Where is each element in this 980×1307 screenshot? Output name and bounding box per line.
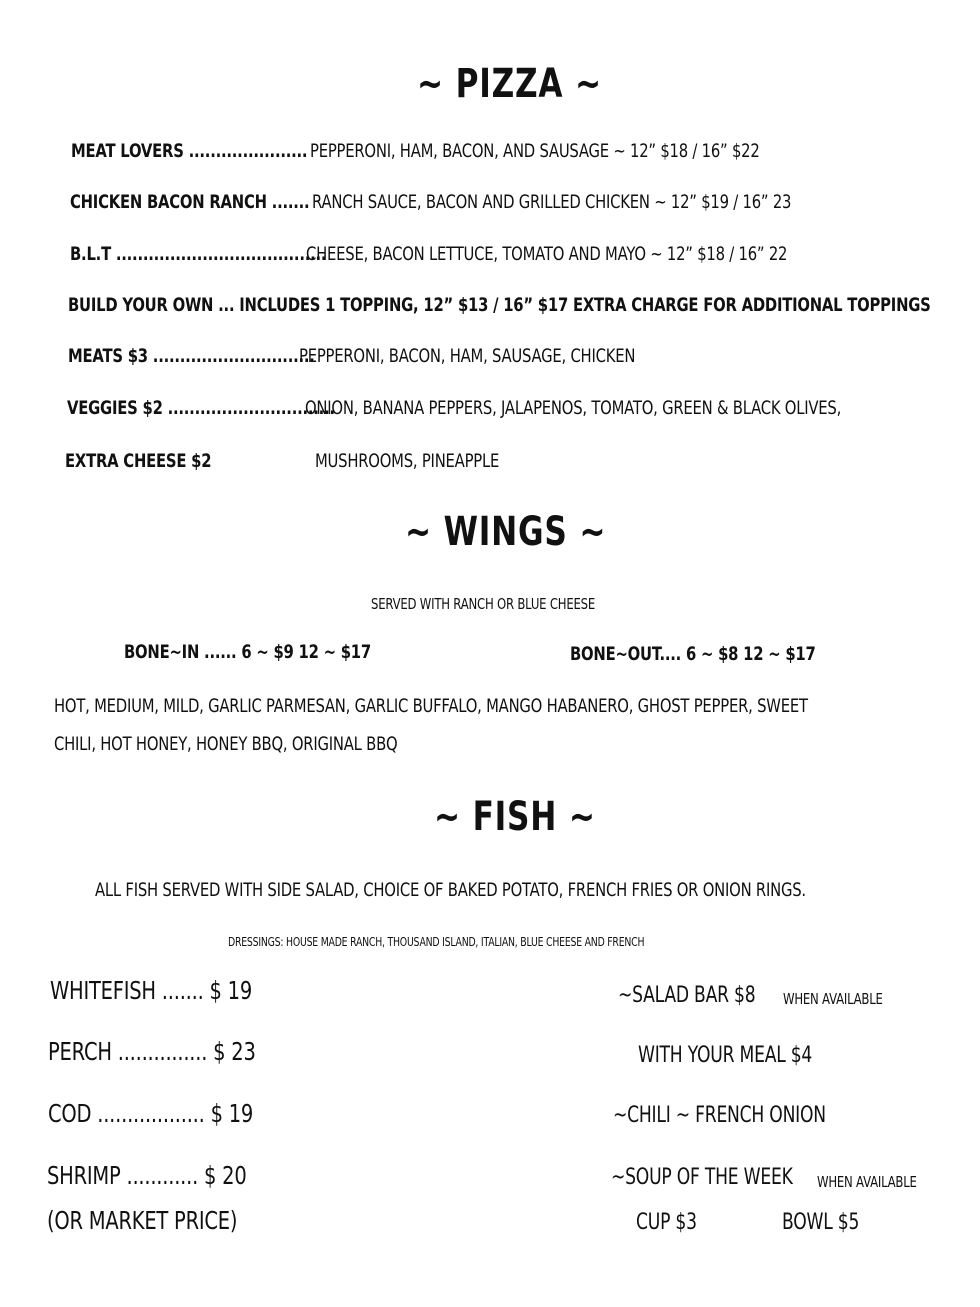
meats-desc: PEPPERONI, BACON, HAM, SAUSAGE, CHICKEN bbox=[299, 345, 636, 367]
pizza-item-desc: RANCH SAUCE, BACON AND GRILLED CHICKEN ~ 12” $19 / 16” 23 bbox=[312, 191, 792, 213]
wing-flavors-line-1: HOT, MEDIUM, MILD, GARLIC PARMESAN, GARLIC BUFFALO, MANGO HABANERO, GHOST PEPPER, SWEET bbox=[54, 695, 808, 717]
pizza-heading: ~ PIZZA ~ bbox=[417, 61, 602, 107]
salad-bar-note: WHEN AVAILABLE bbox=[783, 990, 883, 1008]
pizza-item-desc: PEPPERONI, HAM, BACON, AND SAUSAGE ~ 12” $18 / 16” $22 bbox=[310, 140, 760, 162]
chili-french-onion: ~CHILI ~ FRENCH ONION bbox=[613, 1103, 826, 1128]
dressings-note: DRESSINGS: HOUSE MADE RANCH, THOUSAND ISLAND, ITALIAN, BLUE CHEESE AND FRENCH bbox=[228, 935, 645, 949]
pizza-item-desc: CHEESE, BACON LETTUCE, TOMATO AND MAYO ~ 12” $18 / 16” 22 bbox=[306, 243, 788, 265]
fish-item-shrimp: SHRIMP ............ $ 20 bbox=[47, 1161, 247, 1190]
wings-note: SERVED WITH RANCH OR BLUE CHEESE bbox=[371, 595, 595, 613]
extra-cheese-label: EXTRA CHEESE $2 bbox=[65, 450, 212, 472]
soup-of-the-week: ~SOUP OF THE WEEK bbox=[611, 1165, 793, 1190]
fish-item-perch: PERCH ............... $ 23 bbox=[48, 1037, 256, 1066]
fish-heading: ~ FISH ~ bbox=[434, 794, 596, 840]
pizza-item-name: B.L.T ....................................... bbox=[70, 243, 327, 265]
salad-with-meal: WITH YOUR MEAL $4 bbox=[638, 1043, 813, 1068]
soup-note: WHEN AVAILABLE bbox=[817, 1173, 917, 1191]
wing-flavors-line-2: CHILI, HOT HONEY, HONEY BBQ, ORIGINAL BBQ bbox=[54, 733, 398, 755]
bone-out-line: BONE~OUT.... 6 ~ $8 12 ~ $17 bbox=[570, 643, 816, 665]
soup-bowl: BOWL $5 bbox=[782, 1210, 860, 1235]
extra-cheese-desc: MUSHROOMS, PINEAPPLE bbox=[315, 450, 500, 472]
fish-item-cod: COD .................. $ 19 bbox=[48, 1099, 254, 1128]
fish-note: ALL FISH SERVED WITH SIDE SALAD, CHOICE OF BAKED POTATO, FRENCH FRIES OR ONION RINGS. bbox=[95, 879, 806, 901]
pizza-item-name: MEAT LOVERS ...................... bbox=[71, 140, 308, 162]
wings-heading: ~ WINGS ~ bbox=[405, 509, 607, 555]
soup-cup: CUP $3 bbox=[636, 1210, 697, 1235]
pizza-item-name: CHICKEN BACON RANCH ....... bbox=[70, 191, 310, 213]
market-price-note: (OR MARKET PRICE) bbox=[47, 1206, 238, 1235]
build-your-own-line: BUILD YOUR OWN ... INCLUDES 1 TOPPING, 12” $13 / 16” $17 EXTRA CHARGE FOR ADDITIONAL TOPPINGS bbox=[68, 294, 931, 316]
veggies-desc: ONION, BANANA PEPPERS, JALAPENOS, TOMATO, GREEN & BLACK OLIVES, bbox=[305, 397, 842, 419]
salad-bar: ~SALAD BAR $8 bbox=[618, 983, 756, 1008]
veggies-label: VEGGIES $2 ............................... bbox=[67, 397, 335, 419]
meats-label: MEATS $3 .............................. bbox=[68, 345, 315, 367]
fish-item-whitefish: WHITEFISH ....... $ 19 bbox=[50, 976, 252, 1005]
bone-in-line: BONE~IN ...... 6 ~ $9 12 ~ $17 bbox=[124, 641, 371, 663]
